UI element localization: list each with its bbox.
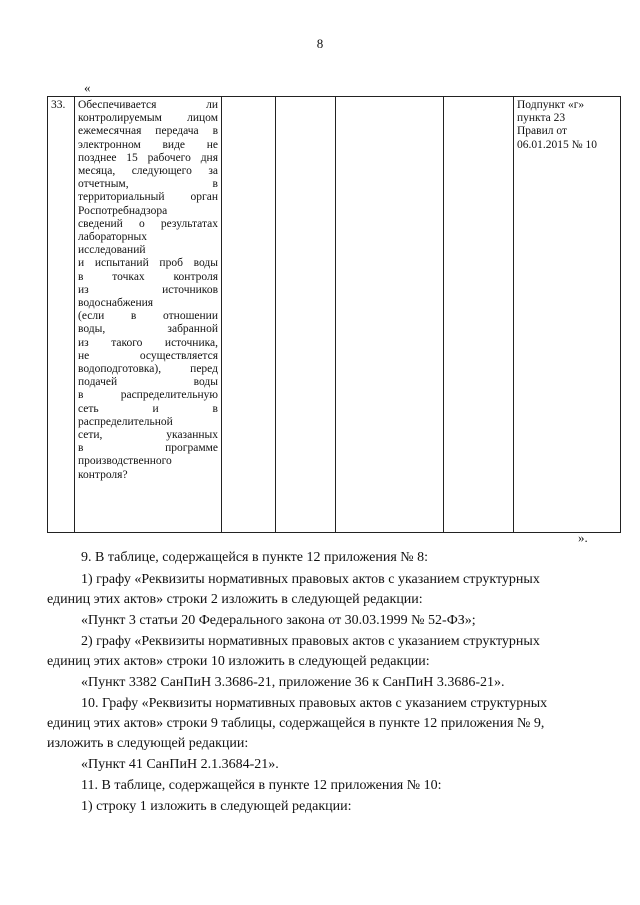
requirement-line: распределительной [78,415,173,428]
requirement-line: контролируемым лицом [78,112,218,125]
requirement-line: в распределительную [78,389,218,402]
paragraph-11 [47,776,597,796]
empty-cell-3 [336,97,444,533]
row-number: 33. [51,99,66,111]
requirement-line: электронном виде не [78,138,218,151]
requirement-line: сведений о результатах [78,217,218,230]
requirement-line: и испытаний проб воды [78,257,218,270]
empty-cell-2 [276,97,336,533]
requirement-line: месяца, следующего за [78,165,218,178]
requirement-line: (если в отношении [78,310,218,323]
reference-cell [514,97,621,533]
paragraph-9-text: 9. В таблице, содержащейся в пункте 12 приложения № 8: [81,550,429,565]
requirement-line: контроля? [78,468,128,481]
paragraph-10-text-4: «Пункт 41 СанПиН 2.1.3684-21». [81,757,279,772]
paragraph-9-2-line-2: единиц этих актов» строки 10 изложить в следующей редакции: [47,654,430,669]
closing-quote-mark: ». [578,530,588,545]
paragraph-10-line-4 [47,755,597,775]
paragraph-10-line-2: единиц этих актов» строки 9 таблицы, содержащейся в пункте 12 приложения № 9, [47,716,545,731]
paragraph-10-text-1: 10. Графу «Реквизиты нормативных правовых актов с указанием структурных [81,696,548,711]
reference-line: 06.01.2015 № 10 [517,138,597,151]
paragraph-9 [47,548,597,568]
reference-line: Подпункт «г» [517,99,585,111]
page-number: 8 [316,36,324,51]
requirement-line: из такого источника, [78,336,218,349]
paragraph-9-2-line-1 [47,632,597,652]
requirement-line: Роспотребнадзора [78,204,168,217]
paragraph-9-1-text-1: 1) графу «Реквизиты нормативных правовых актов с указанием структурных [81,572,540,587]
row-number-cell [48,97,75,533]
requirements-table [47,96,621,533]
requirement-line: отчетным, в [78,178,218,191]
reference-line: Правил от [517,125,567,138]
empty-cell-1 [222,97,276,533]
requirement-line: в точках контроля [78,270,218,283]
empty-cell-4 [444,97,514,533]
requirement-line: в программе [78,442,218,455]
paragraph-10-line-3: изложить в следующей редакции: [47,736,249,751]
requirement-line: из источников [78,283,218,296]
paragraph-11-text: 11. В таблице, содержащейся в пункте 12 приложения № 10: [81,778,442,793]
requirement-line: лабораторных [78,231,148,244]
requirement-line: не осуществляется [78,349,218,362]
paragraph-9-1-text-3: «Пункт 3 статьи 20 Федерального закона от 30.03.1999 № 52-ФЗ»; [81,613,476,628]
paragraph-9-2-text-1: 2) графу «Реквизиты нормативных правовых актов с указанием структурных [81,634,540,649]
paragraph-9-2-line-3 [47,673,597,693]
requirement-text-cell [75,97,222,533]
requirement-line: территориальный орган [78,191,218,204]
requirement-line: водоподготовка), перед [78,363,218,376]
paragraph-9-1-line-2: единиц этих актов» строки 2 изложить в следующей редакции: [47,592,423,607]
paragraph-11-1-text: 1) строку 1 изложить в следующей редакции: [81,799,352,814]
requirement-line: подачей воды [78,376,218,389]
opening-quote-mark: « [84,80,91,95]
paragraph-9-2-text-3: «Пункт 3382 СанПиН 3.3686-21, приложение 36 к СанПиН 3.3686-21». [81,675,505,690]
requirement-line: водоснабжения [78,297,154,310]
paragraph-10-line-1 [47,694,597,714]
requirement-line: производственного [78,455,172,468]
paragraph-11-1 [47,797,597,817]
requirement-line: ежемесячная передача в [78,125,218,138]
paragraph-9-1-line-1 [47,570,597,590]
requirement-line: позднее 15 рабочего дня [78,151,218,164]
paragraph-9-1-line-3 [47,611,597,631]
reference-line: пункта 23 [517,112,566,125]
requirement-line: сети, указанных [78,429,218,442]
requirement-line: воды, забранной [78,323,218,336]
table-row [48,97,621,533]
requirement-line: Обеспечивается ли [78,99,218,111]
requirement-line: исследований [78,244,146,257]
requirement-line: сеть и в [78,402,218,415]
